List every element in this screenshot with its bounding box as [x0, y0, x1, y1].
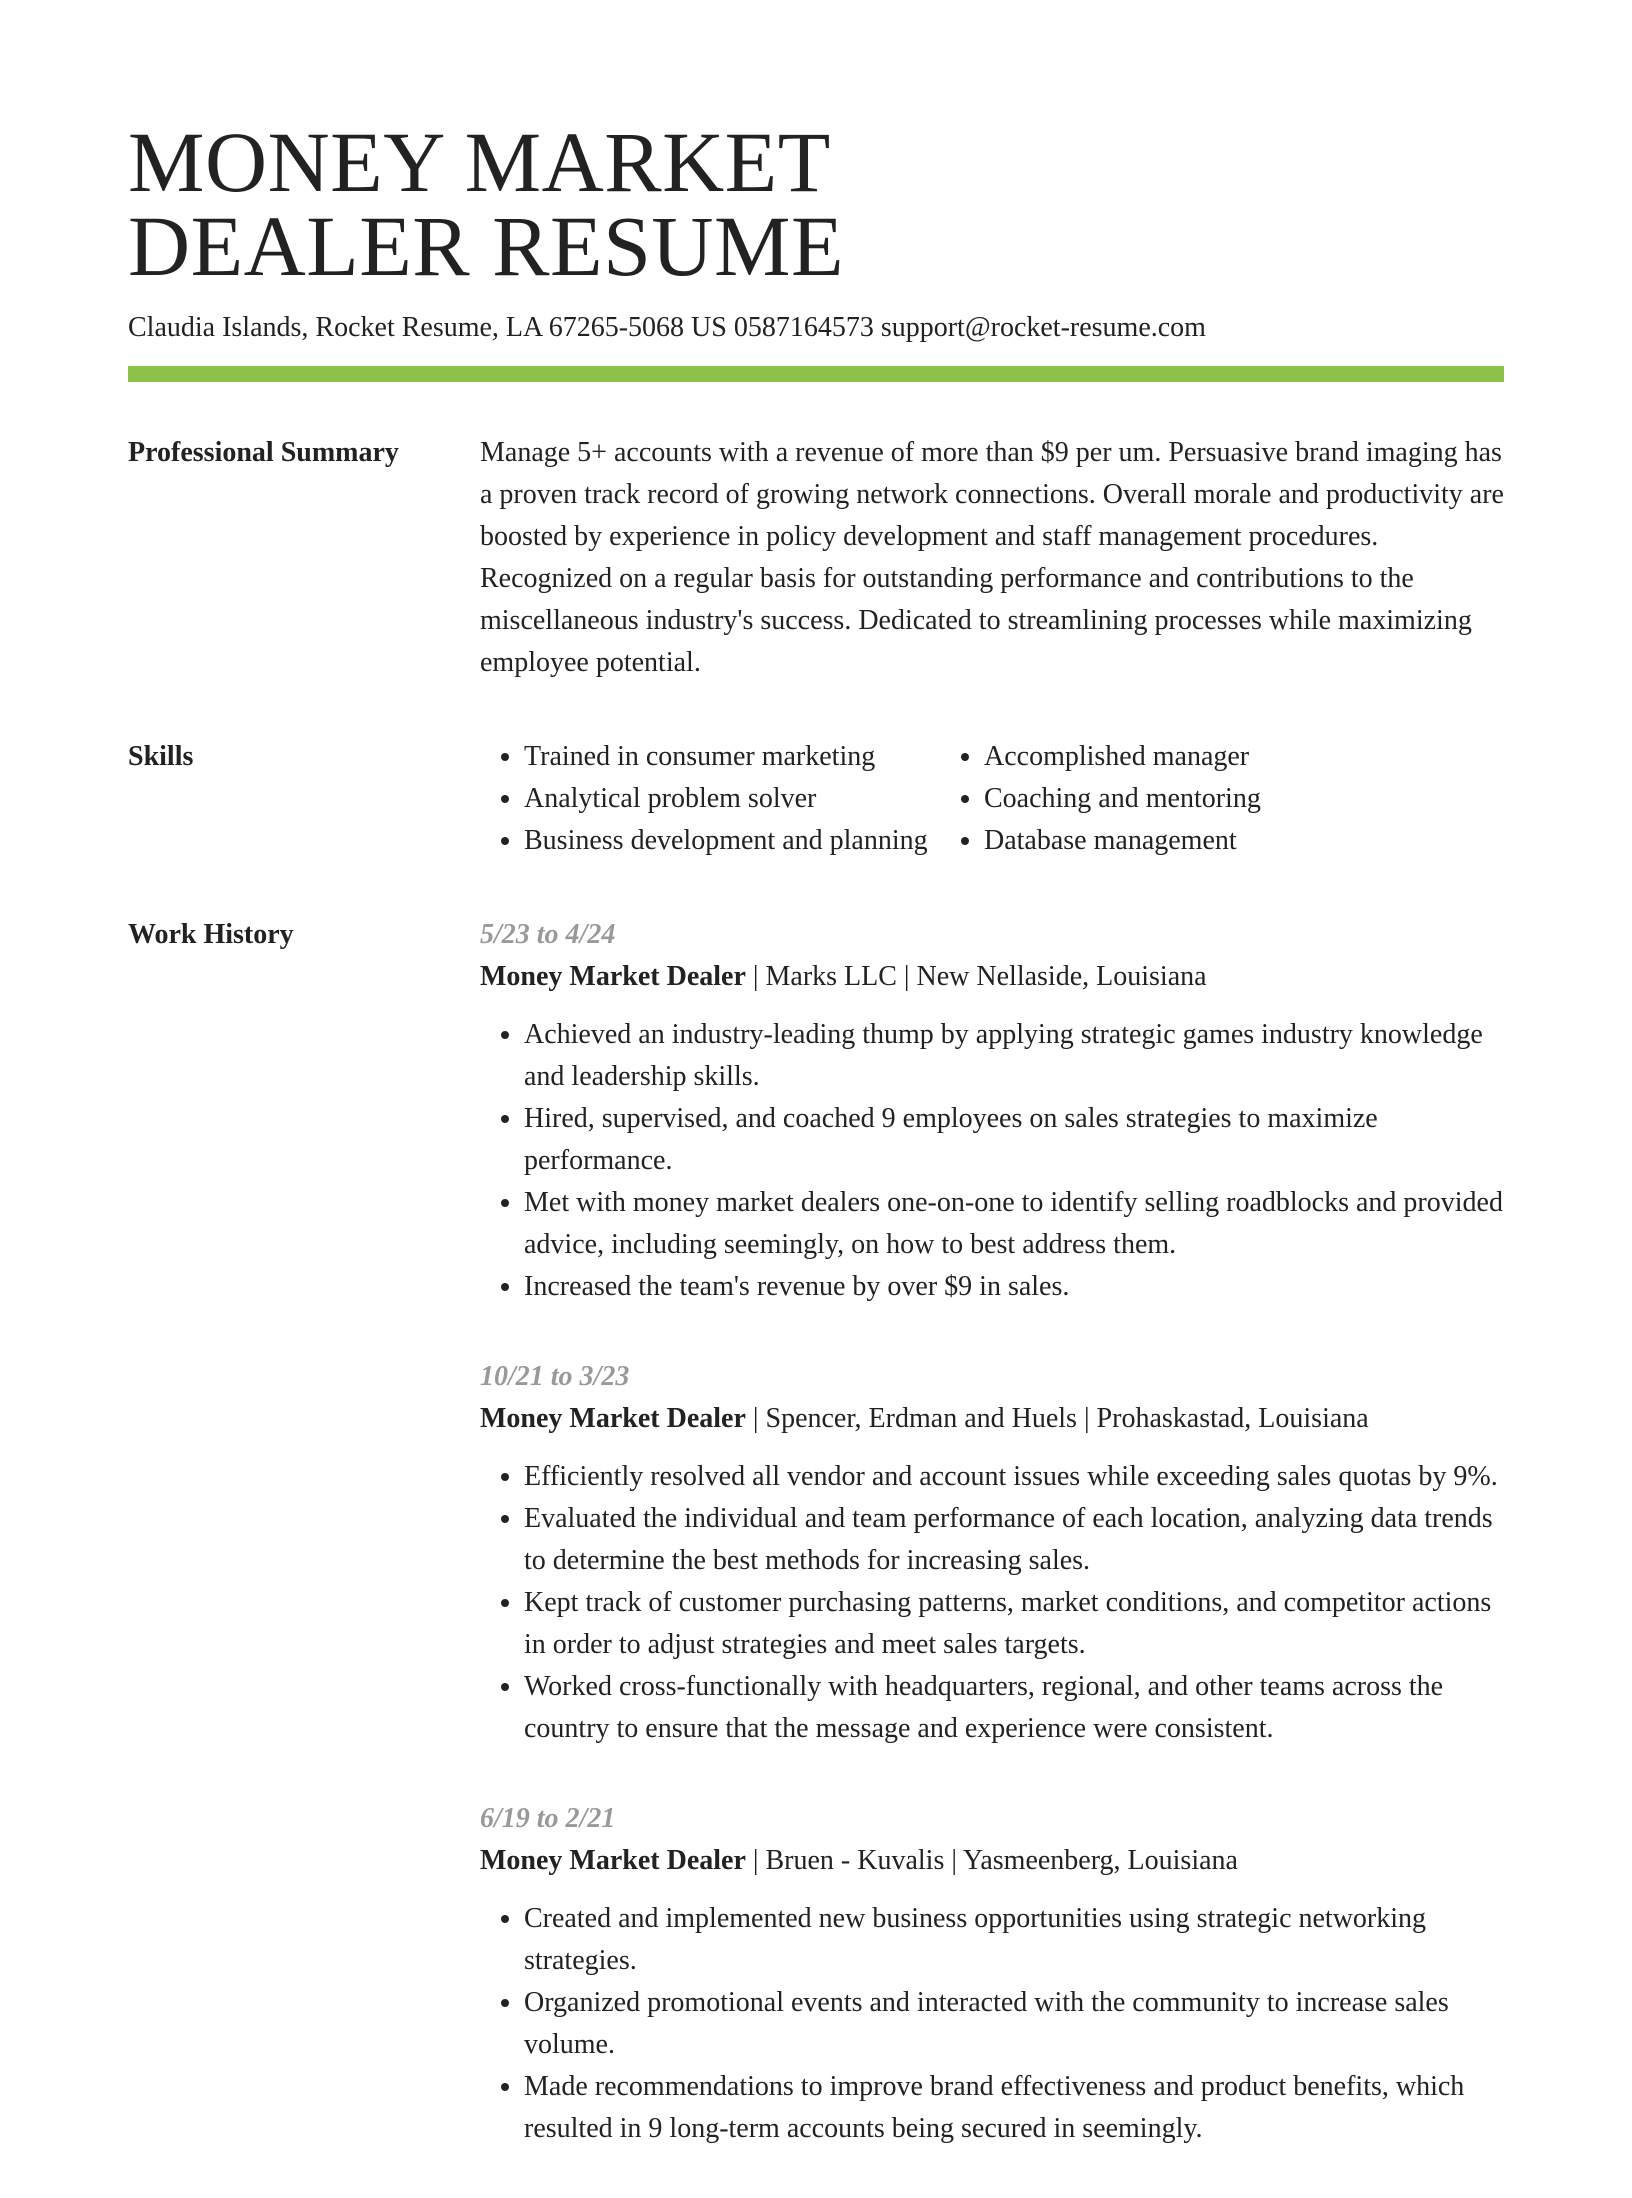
work-history-section [128, 914, 1504, 2198]
skill-item: • Coaching and mentoring [984, 778, 1261, 820]
job-bullets [480, 1456, 1504, 1750]
work-history-body [480, 914, 1504, 2198]
job-bullet: • Increased the team's revenue by over $9 in sales. [524, 1266, 1504, 1308]
job-bullet: • Achieved an industry-leading thump by applying strategic games industry knowledge and leadership skills. [524, 1014, 1504, 1098]
job-bullet: • Evaluated the individual and team performance of each location, analyzing data trends to determine the best methods for increasing sales. [524, 1498, 1504, 1582]
job-entry [480, 1356, 1504, 1750]
job-dates: 10/21 to 3/23 [480, 1361, 630, 1392]
summary-text: Manage 5+ accounts with a revenue of more than $9 per um. Persuasive brand imaging has a proven track record of growing network connections. Overall morale and productivity are boosted by experience in policy development and staff management procedures. Recognized on a regular basis for outstanding performance and contributions to the miscellaneous industry's success. Dedicated to streamlining processes while maximizing employee potential. [480, 437, 1504, 678]
summary-label: Professional Summary [128, 437, 399, 468]
job-title: Money Market Dealer [480, 1403, 746, 1434]
skills-body [480, 736, 1504, 862]
skill-item: • Accomplished manager [984, 736, 1261, 778]
resume-title [128, 114, 1504, 294]
summary-section [128, 432, 1504, 684]
skills-list-right [940, 736, 1261, 862]
skill-item: • Database management [984, 820, 1261, 862]
skill-item: • Business development and planning [524, 820, 940, 862]
job-dates: 5/23 to 4/24 [480, 919, 616, 950]
job-bullet: • Kept track of customer purchasing patterns, market conditions, and competitor actions in order to adjust strategies and meet sales targets. [524, 1582, 1504, 1666]
resume-title-line-2: DEALER RESUME [128, 198, 844, 294]
job-heading [480, 956, 1504, 998]
job-details: | Spencer, Erdman and Huels | Prohaskastad, Louisiana [745, 1403, 1369, 1434]
skills-section [128, 736, 1504, 862]
job-bullet: • Worked cross-functionally with headquarters, regional, and other teams across the country to ensure that the message and experience were consistent. [524, 1666, 1504, 1750]
job-title: Money Market Dealer [480, 1845, 746, 1876]
job-details: | Marks LLC | New Nellaside, Louisiana [745, 961, 1207, 992]
job-dates: 6/19 to 2/21 [480, 1803, 616, 1834]
skill-item: • Trained in consumer marketing [524, 736, 940, 778]
job-bullet: • Created and implemented new business opportunities using strategic networking strategies. [524, 1898, 1504, 1982]
contact-info: Claudia Islands, Rocket Resume, LA 67265-5068 US 0587164573 support@rocket-resume.com [128, 312, 1206, 343]
job-bullet: • Made recommendations to improve brand effectiveness and product benefits, which resulted in 9 long-term accounts being secured in seemingly. [524, 2066, 1504, 2150]
skill-item: • Analytical problem solver [524, 778, 940, 820]
job-title: Money Market Dealer [480, 961, 746, 992]
job-bullet: • Met with money market dealers one-on-one to identify selling roadblocks and provided advice, including seemingly, on how to best address them. [524, 1182, 1504, 1266]
job-entry [480, 914, 1504, 1308]
skills-list-left [480, 736, 940, 862]
summary-body [480, 432, 1504, 684]
job-bullets [480, 1898, 1504, 2150]
job-bullet: • Hired, supervised, and coached 9 employees on sales strategies to maximize performance. [524, 1098, 1504, 1182]
job-details: | Bruen - Kuvalis | Yasmeenberg, Louisiana [745, 1845, 1238, 1876]
work-history-label: Work History [128, 919, 294, 950]
skills-label: Skills [128, 741, 194, 772]
job-heading [480, 1398, 1504, 1440]
job-bullets [480, 1014, 1504, 1308]
resume-title-line-1: MONEY MARKET [128, 114, 831, 210]
header-divider [128, 366, 1504, 382]
job-bullet: • Efficiently resolved all vendor and account issues while exceeding sales quotas by 9%. [524, 1456, 1504, 1498]
job-entry [480, 1798, 1504, 2150]
job-bullet: • Organized promotional events and interacted with the community to increase sales volume. [524, 1982, 1504, 2066]
job-heading [480, 1840, 1504, 1882]
